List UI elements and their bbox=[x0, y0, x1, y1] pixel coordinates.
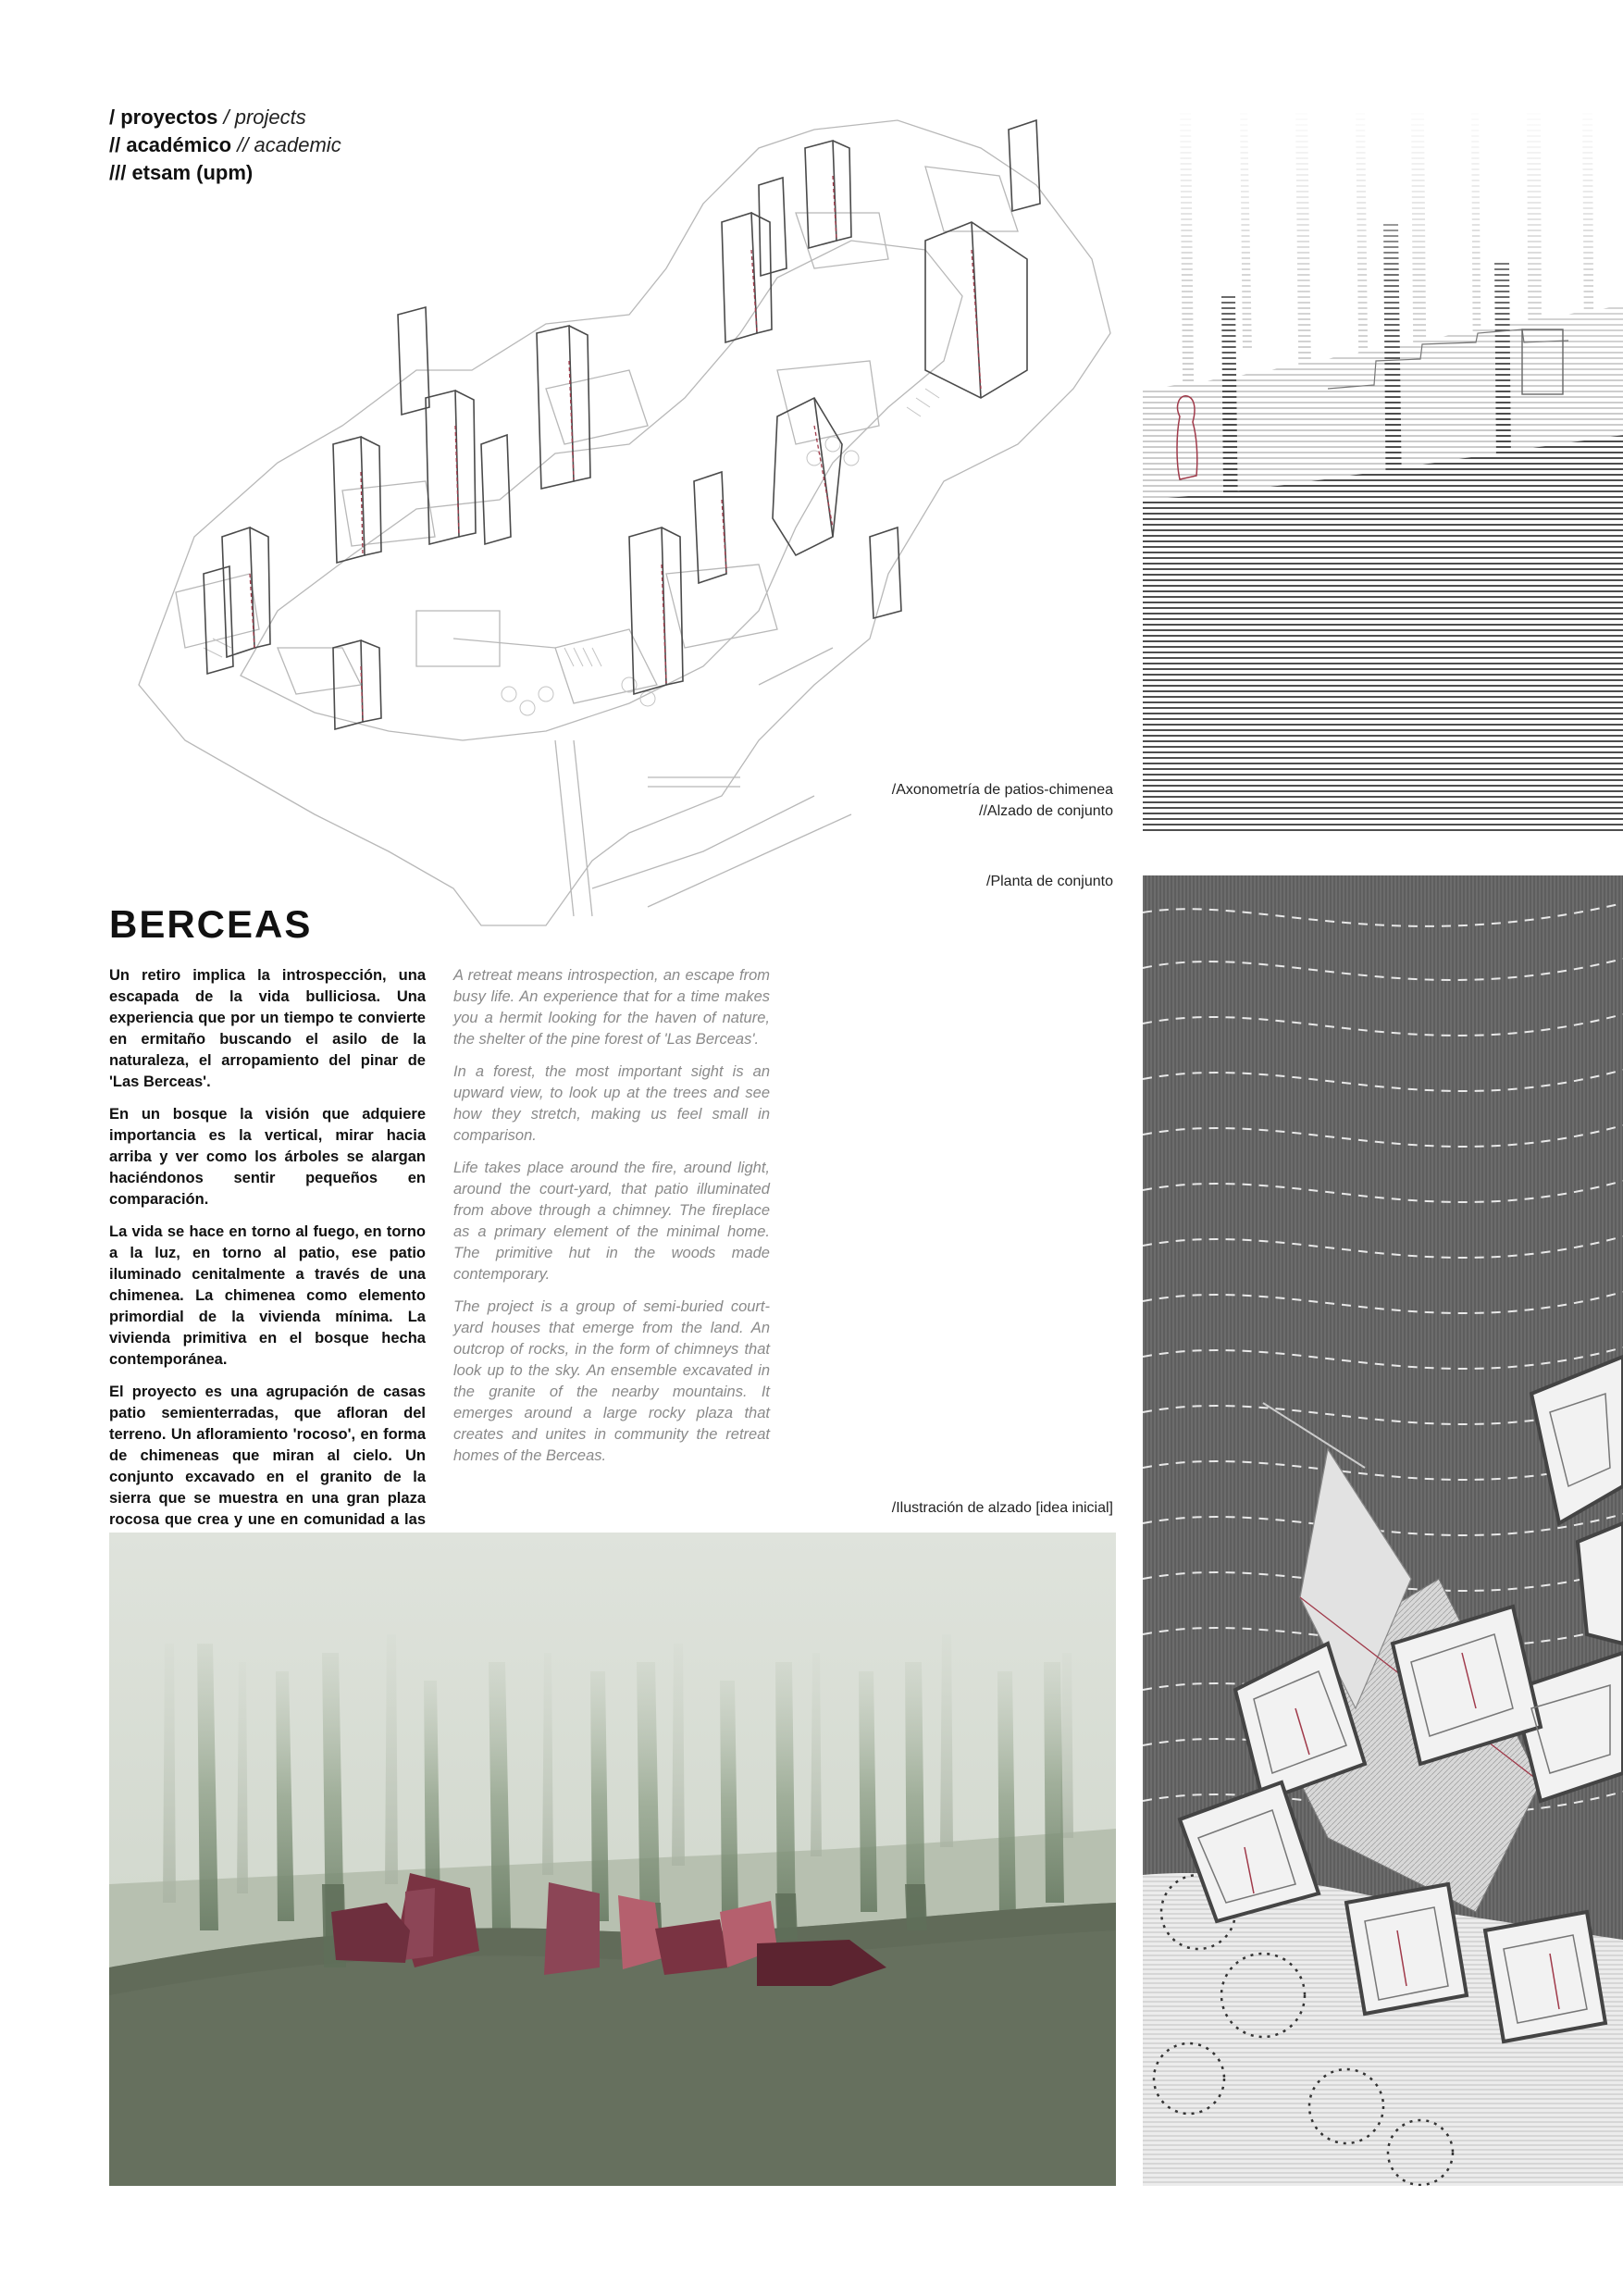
caption-illustration: /Ilustración de alzado [idea inicial] bbox=[891, 1500, 1113, 1516]
text-column-spanish bbox=[109, 965, 426, 1563]
site-plan-drawing bbox=[1143, 875, 1623, 2186]
paragraph-en-3: Life takes place around the fire, around light, around the court-yard, that patio illuminated from above through a chimney. The fireplace as a primary element of the minimal home. The primitive hut in the woods made contemporary. bbox=[453, 1160, 770, 1283]
paragraph-es-4: El proyecto es una agrupación de casas patio semienterradas, que afloran del terreno. Un afloramiento 'rocoso', en forma de chimeneas que miran al cielo. Un conjunto excavado en el granito de la sierra que se muestra en una gran plaza rocosa que crea y une en comunidad a las bbox=[109, 1384, 426, 1528]
project-title: BERCEAS bbox=[109, 902, 313, 946]
paragraph-es-2: En un bosque la visión que adquiere importancia es la vertical, mirar hacia arriba y ver como los árboles se alargan haciéndonos sentir pequeños en comparación. bbox=[109, 1106, 426, 1208]
paragraph-en-4: The project is a group of semi-buried court-yard houses that emerge from the land. An outcrop of rocks, in the form of chimneys that look up to the sky. An ensemble excavated in the granite of the nearby mountains. It emerges around a large rocky plaza that creates and unites in community the retreat homes of the Berceas. bbox=[453, 1298, 770, 1464]
caption-elevation: //Alzado de conjunto bbox=[979, 803, 1113, 819]
breadcrumb-academic-en: // academic bbox=[237, 133, 341, 156]
paragraph-es-3: La vida se hace en torno al fuego, en torno a la luz, en torno al patio, ese patio iluminado cenitalmente a través de una chimenea. La chimenea como elemento primordial de la vivienda mínima. La vivienda primitiva en el bosque hecha contemporánea. bbox=[109, 1223, 426, 1368]
caption-site-plan: /Planta de conjunto bbox=[986, 874, 1113, 889]
breadcrumb-projects-es: / proyectos bbox=[109, 105, 218, 129]
caption-axonometry: /Axonometría de patios-chimenea bbox=[891, 782, 1113, 798]
breadcrumb-academic-es: // académico bbox=[109, 133, 232, 156]
forest-illustration bbox=[109, 1533, 1116, 2186]
paragraph-en-2: In a forest, the most important sight is an upward view, to look up at the trees and see how they stretch, making us feel small in comparison. bbox=[453, 1063, 770, 1144]
caption-axonometry-block bbox=[892, 779, 1113, 822]
breadcrumb-school: /// etsam (upm) bbox=[109, 161, 254, 184]
text-column-english bbox=[453, 965, 770, 1478]
paragraph-es-1: Un retiro implica la introspección, una escapada de la vida bulliciosa. Una experiencia que por un tiempo te convierte en ermitaño buscando el asilo de la naturaleza, el arropamiento del pinar de 'Las Berceas'. bbox=[109, 967, 426, 1090]
elevation-drawing bbox=[1143, 111, 1623, 833]
paragraph-en-1: A retreat means introspection, an escape from busy life. An experience that for a time makes you a hermit looking for the haven of nature, the shelter of the pine forest of 'Las Berceas'. bbox=[453, 967, 770, 1048]
breadcrumb-projects-en: / projects bbox=[223, 105, 306, 129]
